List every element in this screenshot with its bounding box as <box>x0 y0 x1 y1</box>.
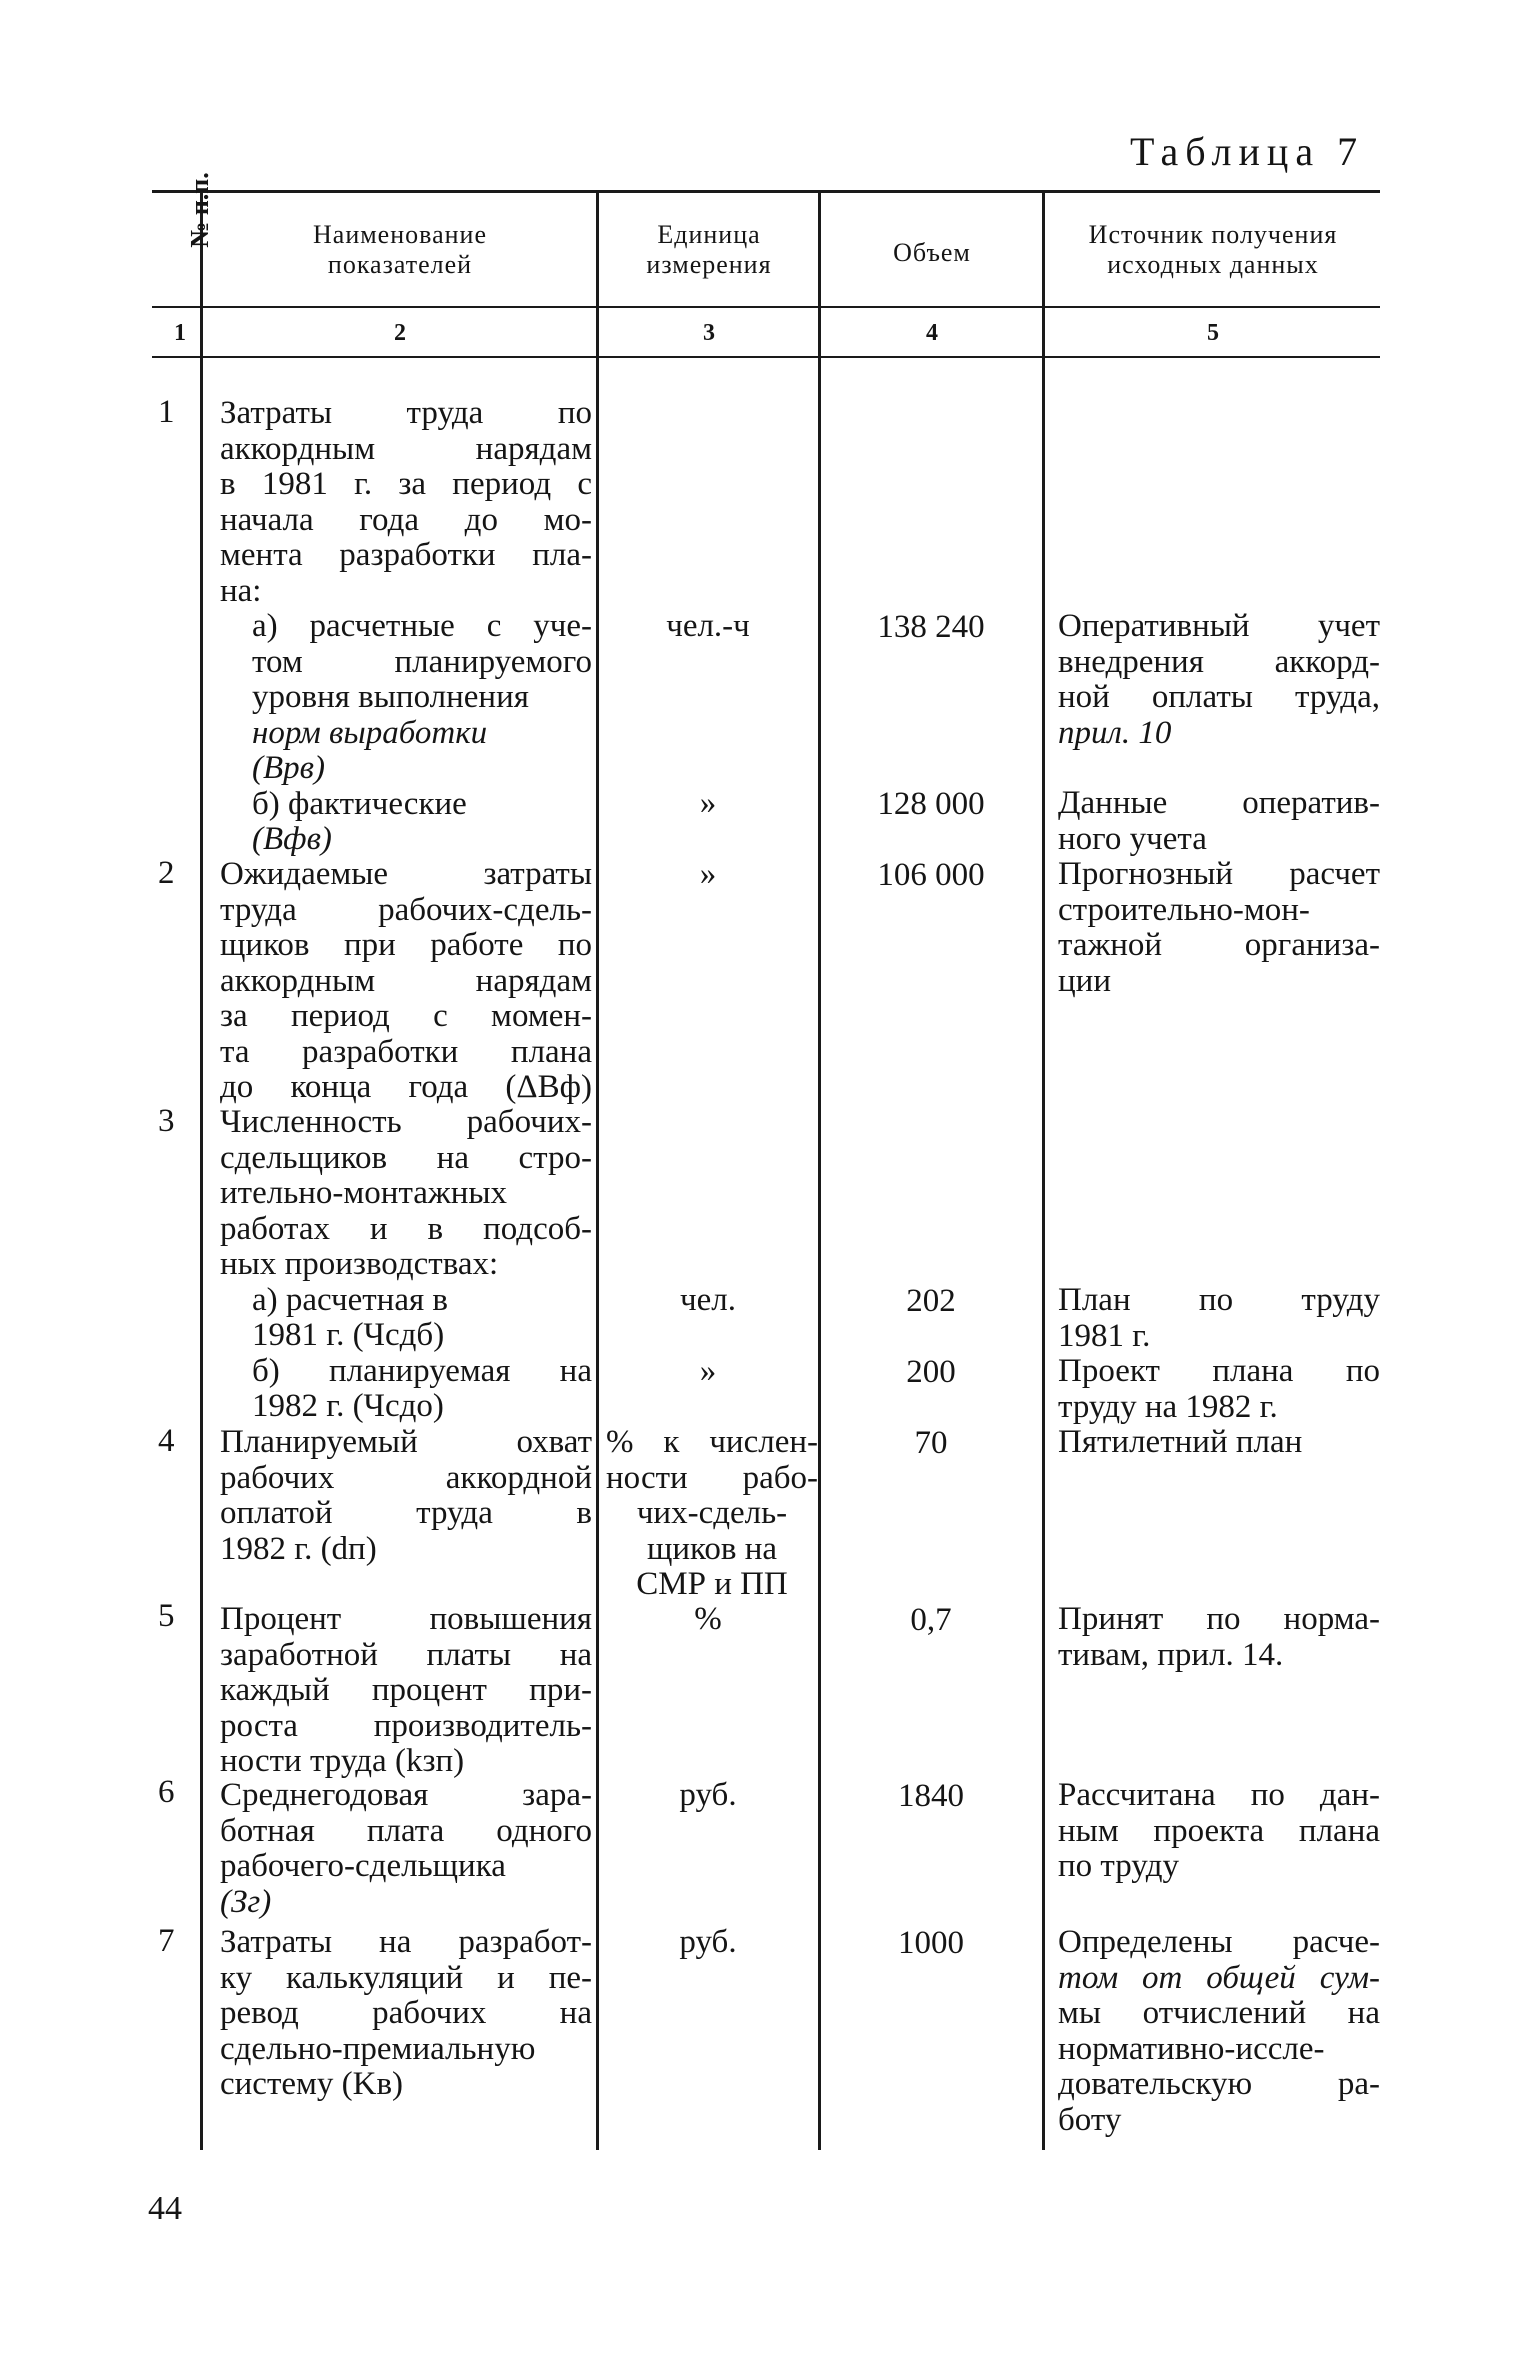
row-5-number: 5 <box>158 1598 175 1634</box>
row-1b-unit: » <box>699 785 717 821</box>
row-3a-volume: 202 <box>906 1283 956 1319</box>
row-2-unit: » <box>699 856 717 892</box>
column-rule-1 <box>200 190 203 2150</box>
header-col-number: № п.п. <box>185 172 214 248</box>
colnum-2: 2 <box>394 320 406 346</box>
row-6-unit: руб. <box>679 1777 737 1813</box>
row-3b-volume: 200 <box>906 1354 956 1390</box>
row-3a-source: План по труду 1981 г. <box>1058 1282 1380 1354</box>
row-7-unit: руб. <box>679 1924 737 1960</box>
row-1a-volume: 138 240 <box>877 609 985 645</box>
header-col-name: Наименование показателей <box>313 220 487 279</box>
row-5-name: Процент повышения заработной платы на каждый процент при- роста производитель- ности труда (kзп) <box>220 1601 592 1779</box>
row-3a-unit: чел. <box>680 1282 736 1318</box>
table-top-rule <box>152 190 1380 193</box>
row-5-unit: % <box>694 1601 722 1637</box>
row-4-source: Пятилетний план <box>1058 1424 1303 1460</box>
colnum-3: 3 <box>703 320 715 346</box>
column-rule-3 <box>818 190 821 2150</box>
row-7-source: Определены расче- том от общей сум- мы отчислений на нормативно-иссле- довательскую ра- боту <box>1058 1924 1380 2138</box>
header-col-volume: Объем <box>893 238 971 267</box>
row-1b-source: Данные оператив- ного учета <box>1058 785 1380 857</box>
row-7-volume: 1000 <box>898 1925 964 1961</box>
row-1a-source: Оперативный учет внедрения аккорд- ной оплаты труда, прил. 10 <box>1058 608 1380 751</box>
colnum-5: 5 <box>1207 320 1219 346</box>
row-3-number: 3 <box>158 1103 175 1139</box>
row-7-number: 7 <box>158 1923 175 1959</box>
column-rule-2 <box>596 190 599 2150</box>
row-6-number: 6 <box>158 1774 175 1810</box>
colnum-bottom-rule <box>152 356 1380 358</box>
colnum-1: 1 <box>174 320 186 346</box>
row-7-name: Затраты на разработ- ку калькуляций и пе- ревод рабочих на сдельно-премиальную систему (Kв) <box>220 1924 592 2102</box>
header-col-unit: Единица измерения <box>646 220 772 279</box>
column-rule-4 <box>1042 190 1045 2150</box>
row-4-name: Планируемый охват рабочих аккордной оплатой труда в 1982 г. (dп) <box>220 1424 592 1567</box>
table-caption: Таблица 7 <box>1130 129 1365 174</box>
row-6-volume: 1840 <box>898 1778 964 1814</box>
row-2-name: Ожидаемые затраты труда рабочих-сдель- щиков при работе по аккордным нарядам за период с момен- та разработки плана до конца года (ΔBф) <box>220 856 592 1105</box>
row-5-source: Принят по норма- тивам, прил. 14. <box>1058 1601 1380 1673</box>
row-3b-unit: » <box>699 1353 717 1389</box>
colnum-4: 4 <box>926 320 938 346</box>
row-5-volume: 0,7 <box>910 1602 952 1638</box>
row-6-name: Среднегодовая зара- ботная плата одного рабочего-сдельщика (Зг) <box>220 1777 592 1920</box>
row-2-volume: 106 000 <box>877 857 985 893</box>
row-2-source: Прогнозный расчет строительно-мон- тажной организа- ции <box>1058 856 1380 999</box>
header-bottom-rule <box>152 306 1380 308</box>
header-col-source: Источник получения исходных данных <box>1088 220 1338 279</box>
row-6-source: Рассчитана по дан- ным проекта плана по труду <box>1058 1777 1380 1884</box>
row-1b-volume: 128 000 <box>877 786 985 822</box>
page-number: 44 <box>148 2190 182 2227</box>
row-4-unit: % к числен- ности рабо- чих-сдель- щиков на СМР и ПП <box>606 1424 818 1602</box>
row-1a-unit: чел.-ч <box>666 608 750 644</box>
row-3b-source: Проект плана по труду на 1982 г. <box>1058 1353 1380 1425</box>
row-3-name: Численность рабочих- сдельщиков на стро- ительно-монтажных работах и в подсоб- ных производствах: а) расчетная в 1981 г. (Чсдб) б) планируемая на 1982 г. (Чсдо) <box>220 1104 592 1424</box>
row-1-number: 1 <box>158 394 175 430</box>
row-1-name: Затраты труда по аккордным нарядам в 1981 г. за период с начала года до мо- мента разработки пла- на: а) расчетные с уче- том планируемого уровня выполнения норм выработки (Bрв) б) фактические (Bфв) <box>220 395 592 857</box>
row-2-number: 2 <box>158 855 175 891</box>
row-4-volume: 70 <box>914 1425 948 1461</box>
row-4-number: 4 <box>158 1423 175 1459</box>
